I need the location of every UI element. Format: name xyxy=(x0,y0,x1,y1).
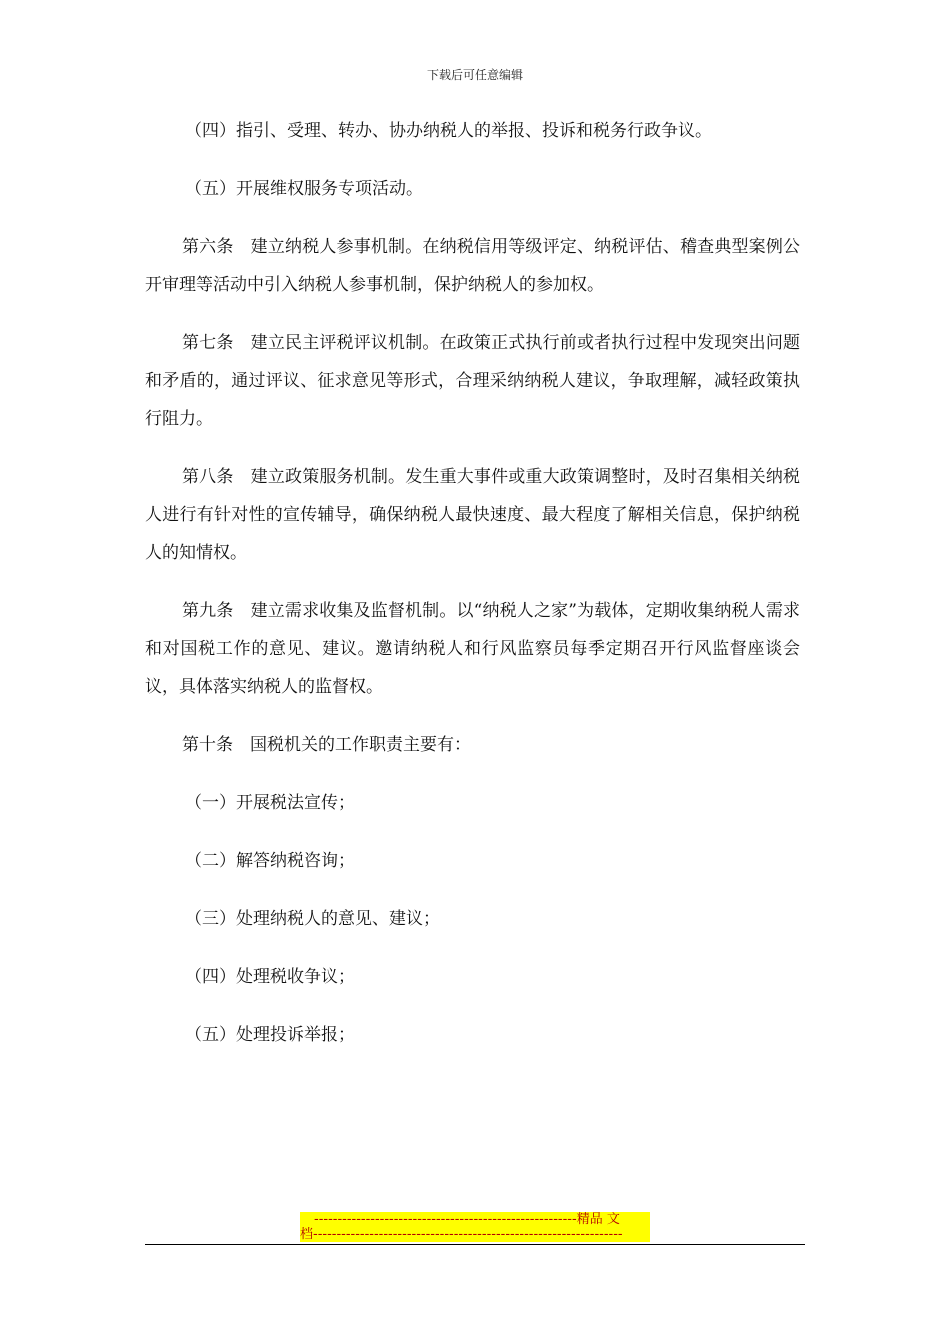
paragraph-duty-4: （四）处理税收争议； xyxy=(185,967,355,987)
footer-line-2: 档------------------------------------------------------------------ xyxy=(300,1227,650,1242)
paragraph-duty-5: （五）处理投诉举报； xyxy=(185,1025,355,1045)
paragraph-item-4: （四）指引、受理、转办、协办纳税人的举报、投诉和税务行政争议。 xyxy=(185,121,712,141)
paragraph-duty-3: （三）处理纳税人的意见、建议； xyxy=(185,909,440,929)
document-body xyxy=(145,112,800,1074)
footer-watermark xyxy=(300,1212,650,1242)
paragraph-article-10: 第十条 国税机关的工作职责主要有： xyxy=(182,735,471,755)
paragraph-duty-1: （一）开展税法宣传； xyxy=(185,793,355,813)
paragraph-duty-2: （二）解答纳税咨询； xyxy=(185,851,355,871)
paragraph-article-8: 第八条 建立政策服务机制。发生重大事件或重大政策调整时，及时召集相关纳税人进行有针对性的宣传辅导，确保纳税人最快速度、最大程度了解相关信息，保护纳税人的知情权。 xyxy=(145,467,800,563)
paragraph-article-9: 第九条 建立需求收集及监督机制。以“纳税人之家”为载体，定期收集纳税人需求和对国税工作的意见、建议。邀请纳税人和行风监察员每季定期召开行风监督座谈会议，具体落实纳税人的监督权。 xyxy=(145,601,800,697)
footer-divider xyxy=(145,1244,805,1245)
paragraph-article-6: 第六条 建立纳税人参事机制。在纳税信用等级评定、纳税评估、稽查典型案例公开审理等活动中引入纳税人参事机制，保护纳税人的参加权。 xyxy=(145,237,800,295)
paragraph-article-7: 第七条 建立民主评税评议机制。在政策正式执行前或者执行过程中发现突出问题和矛盾的，通过评议、征求意见等形式，合理采纳纳税人建议，争取理解，减轻政策执行阻力。 xyxy=(145,333,800,429)
footer-line-1: --------------------------------------------------------精品 文 xyxy=(300,1212,650,1227)
header-note: 下载后可任意编辑 xyxy=(426,68,523,82)
paragraph-item-5: （五）开展维权服务专项活动。 xyxy=(185,179,423,199)
